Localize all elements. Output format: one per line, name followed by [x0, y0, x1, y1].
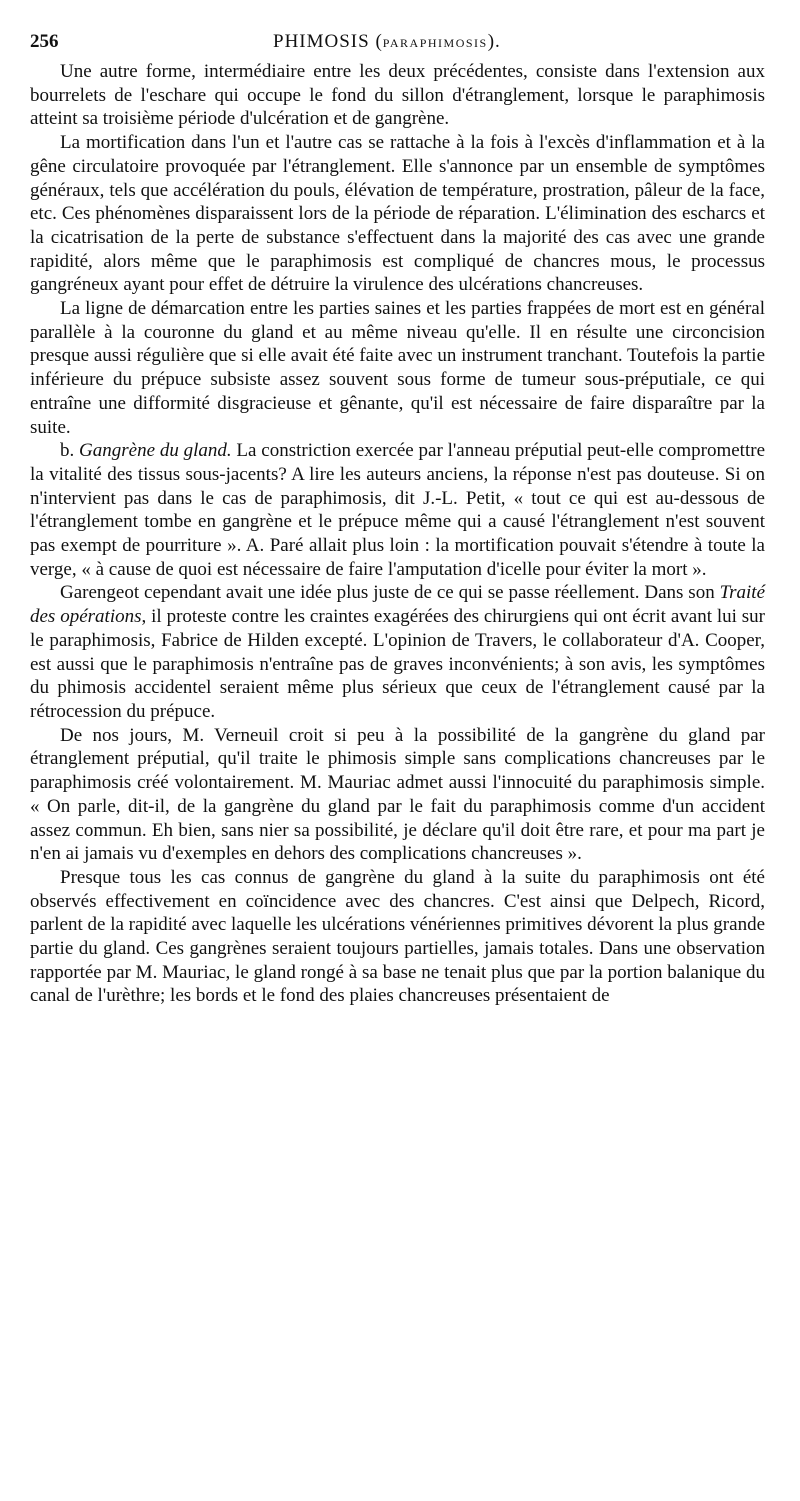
paragraph-text: La constriction exercée par l'anneau préputial peut-elle compromettre la vitalité des tissus sous-jacents? A lire les auteurs anciens, la réponse n'est pas douteuse. Si on n'intervient pas dans le cas de paraphimosis, dit J.-L. Petit, « tout ce qui est au-dessous de l'étranglement tombe en gangrène et le prépuce même qui a causé l'étranglement n'est souvent pas exempt de pourriture ». A. Paré allait plus loin : la mortification pouvait s'étendre à toute la verge, « à cause de quoi est nécessaire de faire l'amputation d'icelle pour éviter la mort ».	[30, 440, 766, 580]
section-heading: Gangrène du gland.	[79, 440, 232, 462]
paragraph: La ligne de démarcation entre les parties saines et les parties frappées de mort est en général parallèle à la couronne du gland et au même niveau qu'elle. Il en résulte une circoncision presque aussi régulière que si elle avait été faite avec un instrument tranchant. Toutefois la partie inférieure du prépuce subsiste assez souvent sous forme de tumeur sous-préputiale, ce qui entraîne une difformité disgracieuse et gênante, qu'il est nécessaire de faire disparaître par la suite.	[30, 298, 765, 438]
paragraph: Une autre forme, intermédiaire entre les deux précédentes, consiste dans l'extension aux bourrelets de l'eschare qui occupe le fond du sillon d'étranglement, lorsque le paraphimosis atteint sa troisième période d'ulcération et de gangrène.	[30, 61, 765, 130]
running-title-main: PHIMOSIS (	[273, 31, 383, 52]
page-number: 256	[30, 31, 59, 52]
section-letter: b.	[60, 440, 80, 462]
paragraph-text: , il proteste contre les craintes exagérées des chirurgiens qui ont écrit avant lui sur le paraphimosis, Fabrice de Hilden excepté. L'opinion de Travers, le collaborateur d'A. Cooper, est aussi que le paraphimosis n'entraîne pas de graves inconvénients; à son avis, les symptômes du phimosis accidentel seraient même plus sérieux que ceux de l'étranglement causé par la rétrocession du prépuce.	[30, 606, 766, 722]
book-page	[30, 30, 765, 1008]
paragraph: Presque tous les cas connus de gangrène du gland à la suite du paraphimosis ont été observés effectivement en coïncidence avec des chancres. C'est ainsi que Delpech, Ricord, parlent de la rapidité avec laquelle les ulcérations vénériennes primitives dévorent la plus grande partie du gland. Ces gangrènes seraient toujours partielles, jamais totales. Dans une observation rapportée par M. Mauriac, le gland rongé à sa base ne tenait plus que par la portion balanique du canal de l'urèthre; les bords et le fond des plaies chancreuses présentaient de	[30, 866, 765, 1007]
paragraph-text: Garengeot cependant avait une idée plus juste de ce qui se passe réellement. Dans son	[60, 582, 720, 604]
paragraph: De nos jours, M. Verneuil croit si peu à la possibilité de la gangrène du gland par étranglement préputial, qu'il traite le phimosis simple sans complications chancreuses par le paraphimosis créé volontairement. M. Mauriac admet aussi l'innocuité du paraphimosis simple. « On parle, dit-il, de la gangrène du gland par le fait du paraphimosis comme d'un accident assez commun. Eh bien, sans nier sa possibilité, je déclare qu'il doit être rare, et pour ma part je n'en ai jamais vu d'exemples en dehors des complications chancreuses ».	[30, 724, 765, 865]
running-header	[30, 30, 765, 60]
paragraph: La mortification dans l'un et l'autre cas se rattache à la fois à l'excès d'inflammation et à la gêne circulatoire provoquée par l'étranglement. Elle s'annonce par un ensemble de symptômes généraux, tels que accélération du pouls, élévation de température, prostration, pâleur de la face, etc. Ces phénomènes disparaissent lors de la période de réparation. L'élimination des escharcs et la cicatrisation de la perte de substance s'effectuent dans la majorité des cas avec une grande rapidité, alors même que le paraphimosis est compliqué de chancres mous, le processus gangréneux ayant pour effet de détruire la virulence des ulcérations chancreuses.	[30, 132, 765, 296]
running-title	[273, 30, 501, 56]
paragraph	[30, 439, 765, 581]
paragraph	[30, 581, 765, 723]
running-title-sub: PARAPHIMOSIS	[382, 36, 488, 50]
book-title: Traité des opérations	[30, 582, 765, 628]
running-title-close: ).	[487, 31, 501, 52]
